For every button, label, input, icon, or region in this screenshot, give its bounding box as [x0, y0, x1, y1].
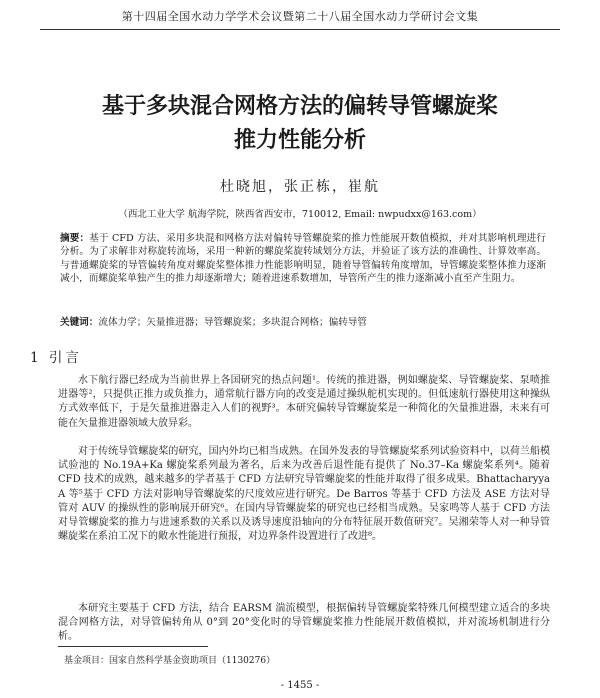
- title-line-1: 基于多块混合网格方法的偏转导管螺旋桨: [101, 94, 498, 119]
- paragraph-text: 水下航行器已经成为当前世界上各国研究的热点问题¹。传统的推进器，例如螺旋桨、导管螺旋桨、泵喷推进器等²，只提供正推力或负推力，通常航行器方向的改变是通过操纵舵机实现的。但低速航行器使用这种操纵方式效率低下，于是矢量推进器走入人们的视野³。本研究偏转导管螺旋桨是一种简化的矢量推进器，未来有可能在矢量推进器领域大放异彩。: [58, 375, 550, 429]
- affiliation: （西北工业大学 航海学院，陕西省西安市，710012, Email: nwpudxx@163.com）: [118, 209, 482, 220]
- paragraph-text: 对于传统导管螺旋桨的研究，国内外均已相当成熟。在国外发表的导管螺旋桨系列试验资料中，以荷兰船模试验池的 No.19A+Ka 螺旋桨系列最为著名，后来为改善后退性能有提供了 No.37–Ka 螺旋桨系列⁴。随着 CFD 技术的成熟，越来越多的学者基于 CFD 方法研究导管螺旋桨的性能并取得了很多成果。Bhattacharyya A 等⁵基于 CFD 方法对影响导管螺旋桨的尺度效应进行研究。De Barros 等基于 CFD 方法及 ASE 方法对导管对 AUV 的操纵性的影响展开研究⁶。在国内导管螺旋桨的研究也已经相当成熟。吴家鸣等人基于 CFD 方法对导管螺旋桨的推力与进速系数的关系以及诱导速度沿轴向的分布特征展开数值研究⁷。吴湘荣等人对一种导管螺旋桨在系泊工况下的敞水性能进行预报，对边界条件设置进行了改进⁸。: [58, 446, 550, 543]
- abstract-label: 摘要：: [60, 233, 90, 244]
- abstract-text: 基于 CFD 方法、采用多块混和网格方法对偏转导管螺旋桨的推力性能展开数值模拟，并对其影响机理进行分析。为了求解非对称旋转流场，采用一种新的螺旋桨旋转域划分方法，并验证了该方法的准确性、计算效率高。与普通螺旋桨的导管偏转角度对螺旋桨整体推力性能影响明显，随着导管偏转角度增加，导管螺旋桨整体推力逐渐减小，而螺旋桨单独产生的推力却逐渐增大；随着进速系数增加，导管所产生的推力逐渐减小直至产生阻力。: [60, 233, 547, 285]
- title-line-2: 推力性能分析: [233, 128, 366, 153]
- funding-footnote: 基金项目：国家自然科学基金资助项目（1130276）: [64, 656, 276, 666]
- running-header: 第十四届全国水动力学学术会议暨第二十八届全国水动力学研讨会文集: [121, 10, 479, 23]
- paper-title: [0, 90, 600, 158]
- page-number: - 1455 -: [280, 680, 320, 691]
- paragraph-text: 本研究主要基于 CFD 方法，结合 EARSM 湍流模型，根据偏转导管螺旋桨特殊几何模型建立适合的多块混合网格方法，对导管偏转角从 0°到 20°变化时的导管螺旋桨推力性能展开数值模拟，并对流场机制进行分析。: [58, 603, 550, 643]
- keywords-label: 关键词：: [60, 317, 99, 328]
- body-paragraph-1: [58, 374, 550, 431]
- section-heading-introduction: 1 引言: [30, 350, 82, 366]
- body-paragraph-3: [58, 602, 550, 645]
- footnote-rule: [58, 646, 208, 647]
- keywords: [60, 316, 546, 329]
- authors: 杜晓旭，张正栋，崔航: [220, 179, 380, 195]
- abstract: [60, 232, 546, 286]
- header-rule: [40, 29, 560, 30]
- keywords-text: 流体力学；矢量推进器；导管螺旋桨；多块混合网格；偏转导管: [98, 317, 367, 328]
- body-paragraph-2: [58, 445, 550, 544]
